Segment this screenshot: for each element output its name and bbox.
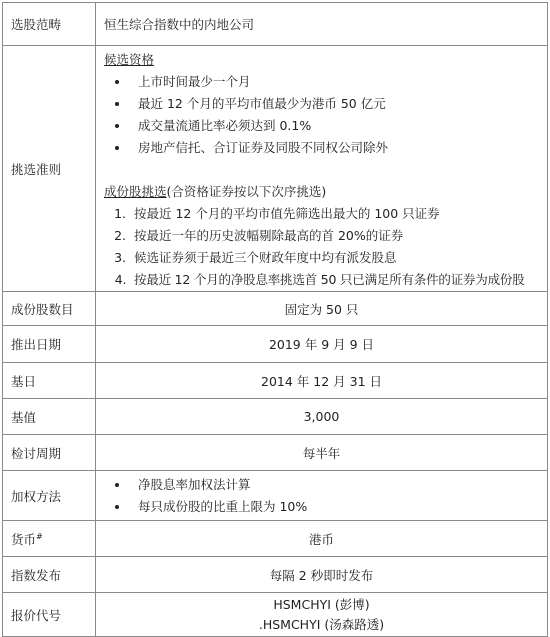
value-review: 每半年 (96, 435, 548, 471)
constituent-step: 3. 候选证券须于最近三个财政年度中均有派发股息 (130, 247, 539, 269)
label-universe: 选股范畴 (3, 3, 96, 46)
label-selection: 挑选准则 (3, 46, 96, 292)
row-codes (3, 593, 548, 637)
value-weighting (96, 471, 548, 521)
row-currency (3, 521, 548, 557)
label-count: 成份股数目 (3, 292, 96, 326)
row-dissemination (3, 557, 548, 593)
constituent-step: 1. 按最近 12 个月的平均市值先筛选出最大的 100 只证券 (130, 203, 539, 225)
row-count (3, 292, 548, 326)
value-base-value: 3,000 (96, 399, 548, 435)
value-currency: 港币 (96, 521, 548, 557)
weighting-item: • 每只成份股的比重上限为 10% (130, 496, 539, 518)
constituent-note: (合资格证券按以下次序挑选) (166, 184, 327, 199)
weighting-list (104, 474, 539, 518)
label-weighting: 加权方法 (3, 471, 96, 521)
eligibility-item: • 成交量流通比率必须达到 0.1% (130, 115, 539, 137)
row-base-date (3, 363, 548, 399)
row-base-value (3, 399, 548, 435)
currency-label-text: 货币 (11, 531, 37, 547)
constituent-title: 成份股挑选 (104, 184, 167, 199)
currency-footnote-mark: # (36, 531, 43, 541)
constituent-step: 4. 按最近 12 个月的净股息率挑选首 50 只已满足所有条件的证券为成份股 (130, 269, 539, 291)
value-base-date: 2014 年 12 月 31 日 (96, 363, 548, 399)
label-base-date: 基日 (3, 363, 96, 399)
index-spec-table (2, 2, 548, 637)
row-selection (3, 46, 548, 292)
constituent-steps (104, 203, 539, 291)
label-review: 检讨周期 (3, 435, 96, 471)
label-base-value: 基值 (3, 399, 96, 435)
row-review (3, 435, 548, 471)
eligibility-item: • 最近 12 个月的平均市值最少为港币 50 亿元 (130, 93, 539, 115)
value-launch: 2019 年 9 月 9 日 (96, 326, 548, 363)
label-dissemination: 指数发布 (3, 557, 96, 593)
label-launch: 推出日期 (3, 326, 96, 363)
value-universe: 恒生综合指数中的内地公司 (96, 3, 548, 46)
label-codes: 报价代号 (3, 593, 96, 637)
value-codes (96, 593, 548, 637)
label-currency (3, 521, 96, 557)
constituent-step: 2. 按最近一年的历史波幅剔除最高的首 20%的证券 (130, 225, 539, 247)
value-dissemination: 每隔 2 秒即时发布 (96, 557, 548, 593)
row-launch (3, 326, 548, 363)
eligibility-list (104, 71, 539, 159)
row-universe (3, 3, 548, 46)
eligibility-item: • 房地产信托、合订证券及同股不同权公司除外 (130, 137, 539, 159)
constituent-heading (104, 181, 539, 203)
code-bloomberg: HSMCHYI (彭博) (273, 596, 370, 612)
code-reuters: .HSMCHYI (汤森路透) (258, 616, 385, 632)
row-weighting (3, 471, 548, 521)
value-selection (96, 46, 548, 292)
value-count: 固定为 50 只 (96, 292, 548, 326)
weighting-item: • 净股息率加权法计算 (130, 474, 539, 496)
eligibility-title: 候选资格 (104, 52, 155, 67)
eligibility-item: • 上市时间最少一个月 (130, 71, 539, 93)
